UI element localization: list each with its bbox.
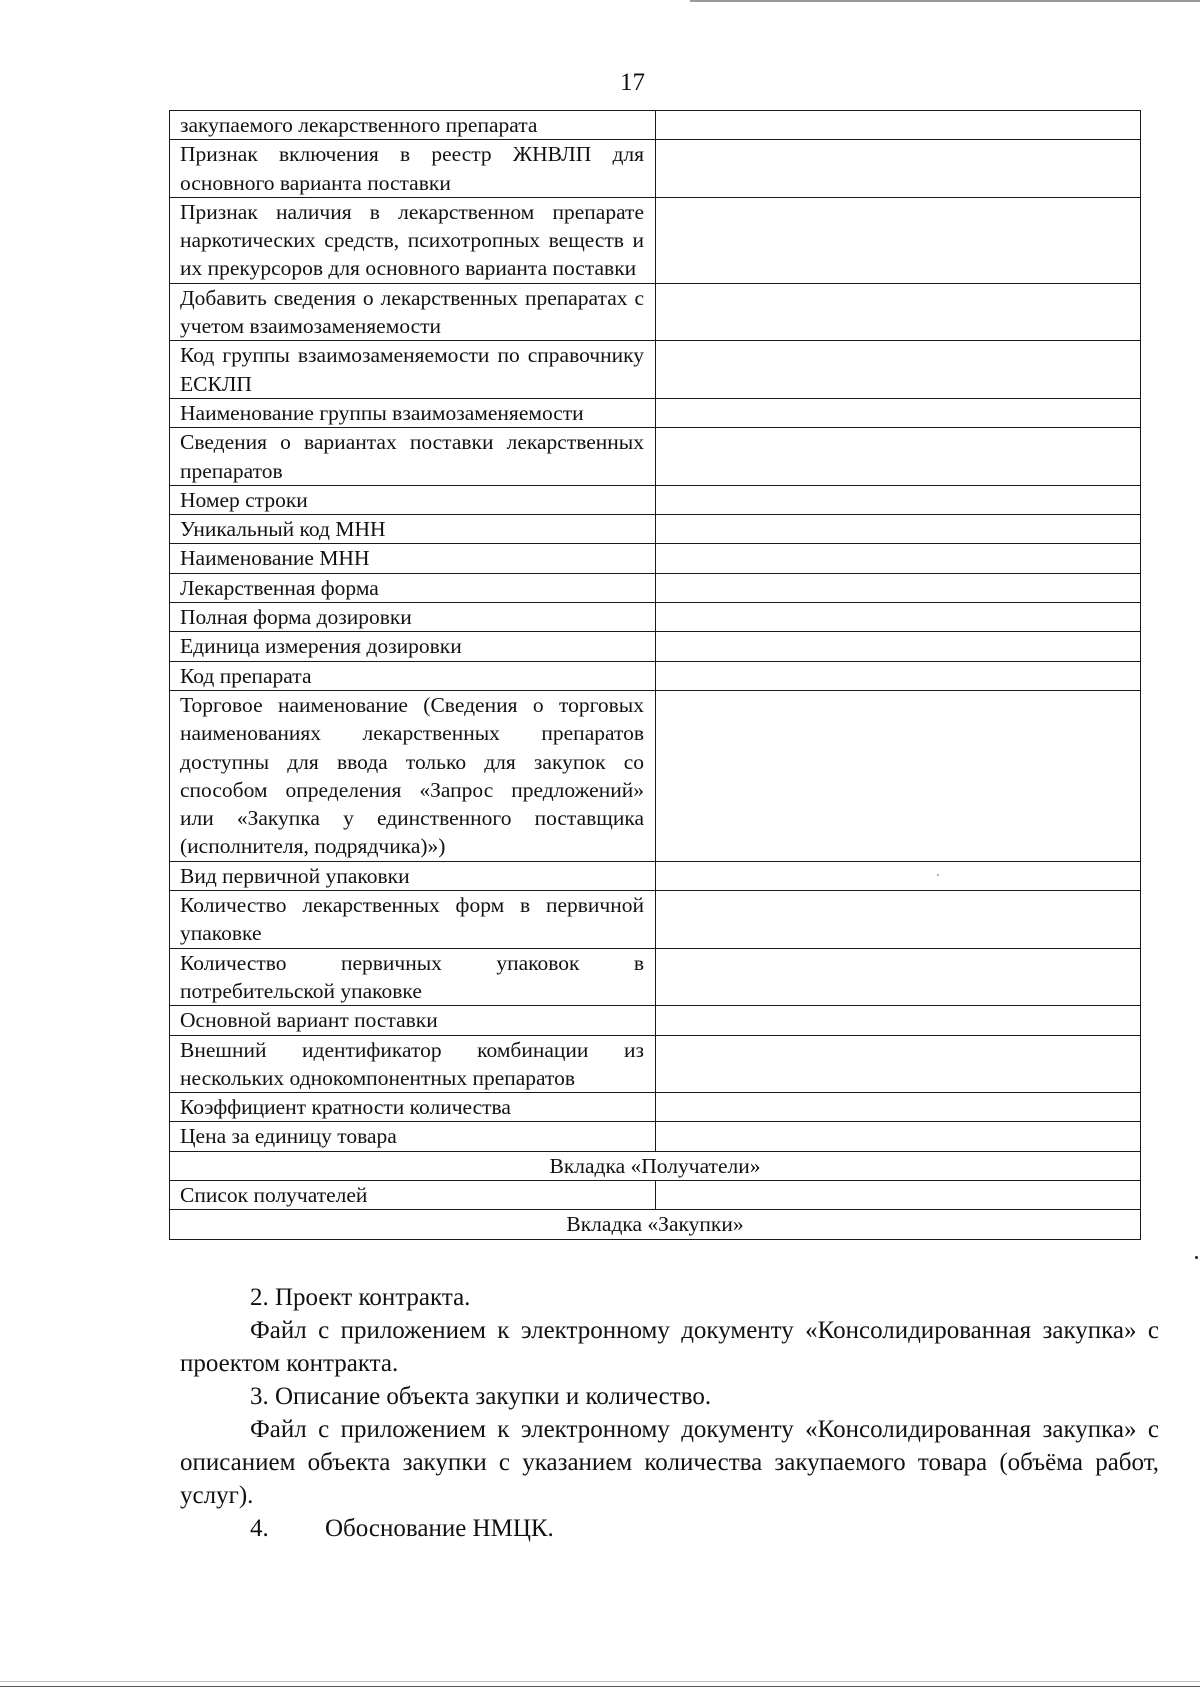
field-label: Лекарственная форма [170,573,656,602]
field-label: Номер строки [170,485,656,514]
field-label: Полная форма дозировки [170,603,656,632]
field-value-cell [656,690,1141,861]
table-row [170,661,1141,690]
table-row [170,515,1141,544]
field-label: Код группы взаимозаменяемости по справочнику ЕСКЛП [170,341,656,399]
field-value-cell [656,603,1141,632]
field-value-cell [656,428,1141,486]
fields-table [169,110,1141,1240]
scan-edge-top [690,0,1200,2]
field-label: Внешний идентификатор комбинации из нескольких однокомпонентных препаратов [170,1035,656,1093]
field-label: Коэффициент кратности количества [170,1093,656,1122]
table-row [170,573,1141,602]
field-label: Код препарата [170,661,656,690]
fields-table-body [170,111,1141,1240]
field-value-cell [656,544,1141,573]
section-title: Вкладка «Получатели» [170,1151,1141,1180]
table-row [170,690,1141,861]
field-label: Уникальный код МНН [170,515,656,544]
item-project-contract: 2. Проект контракта. [250,1284,471,1311]
table-row [170,485,1141,514]
field-label: Единица измерения дозировки [170,632,656,661]
table-row [170,632,1141,661]
field-label: Вид первичной упаковки [170,861,656,890]
page-number: 17 [620,69,645,96]
table-row [170,1180,1141,1209]
field-label: Список получателей [170,1180,656,1209]
field-label: Сведения о вариантах поставки лекарственных препаратов [170,428,656,486]
field-value-cell [656,111,1141,140]
field-value-cell [656,1035,1141,1093]
field-label: Признак наличия в лекарственном препарате наркотических средств, психотропных веществ и их прекурсоров для основного варианта поставки [170,197,656,283]
field-label: Торговое наименование (Сведения о торговых наименованиях лекарственных препаратов доступны для ввода только для закупок со способом определения «Запрос предложений» или «Закупка у единственного поставщика (исполнителя, подрядчика)») [170,690,656,861]
field-value-cell [656,1093,1141,1122]
table-row [170,283,1141,341]
field-value-cell [656,1006,1141,1035]
item-text: Обоснование НМЦК. [325,1515,554,1542]
field-label: Цена за единицу товара [170,1122,656,1151]
field-label: Добавить сведения о лекарственных препаратах с учетом взаимозаменяемости [170,283,656,341]
field-label: Признак включения в реестр ЖНВЛП для основного варианта поставки [170,140,656,198]
paragraph-procurement-object: Файл с приложением к электронному документу «Консолидированная закупка» с описанием объекта закупки с указанием количества закупаемого товара (объёма работ, услуг). [180,1416,1159,1509]
section-row [170,1151,1141,1180]
field-label: Наименование МНН [170,544,656,573]
field-label: закупаемого лекарственного препарата [170,111,656,140]
item-procurement-object: 3. Описание объекта закупки и количество. [250,1383,712,1410]
table-row [170,948,1141,1006]
item-number: 4. [250,1515,269,1542]
field-value-cell [656,948,1141,1006]
table-row [170,428,1141,486]
table-row [170,1093,1141,1122]
field-label: Наименование группы взаимозаменяемости [170,398,656,427]
table-row [170,891,1141,949]
field-value-cell [656,515,1141,544]
table-row [170,197,1141,283]
table-row [170,341,1141,399]
table-row [170,861,1141,890]
field-value-cell [656,140,1141,198]
scan-speck [937,874,939,876]
field-value-cell [656,661,1141,690]
field-value-cell [656,283,1141,341]
section-row [170,1210,1141,1239]
table-row [170,1122,1141,1151]
field-value-cell [656,891,1141,949]
table-row [170,1006,1141,1035]
field-value-cell [656,1122,1141,1151]
field-value-cell [656,1180,1141,1209]
scan-edge-bottom [0,1686,1200,1687]
field-label: Основной вариант поставки [170,1006,656,1035]
table-row [170,111,1141,140]
field-label: Количество лекарственных форм в первичной упаковке [170,891,656,949]
field-value-cell [656,632,1141,661]
table-row [170,140,1141,198]
field-value-cell [656,398,1141,427]
table-row [170,603,1141,632]
table-row [170,544,1141,573]
table-row [170,1035,1141,1093]
field-value-cell [656,197,1141,283]
field-value-cell [656,573,1141,602]
scan-edge-bottom-faint [0,1681,1200,1682]
item-nmck-justification [180,1512,1159,1545]
body-text [180,1281,1159,1545]
scan-speck [1195,1256,1198,1259]
field-value-cell [656,485,1141,514]
paragraph-project-contract: Файл с приложением к электронному документу «Консолидированная закупка» с проектом контракта. [180,1317,1159,1377]
field-value-cell [656,861,1141,890]
field-value-cell [656,341,1141,399]
section-title: Вкладка «Закупки» [170,1210,1141,1239]
field-label: Количество первичных упаковок в потребительской упаковке [170,948,656,1006]
table-row [170,398,1141,427]
